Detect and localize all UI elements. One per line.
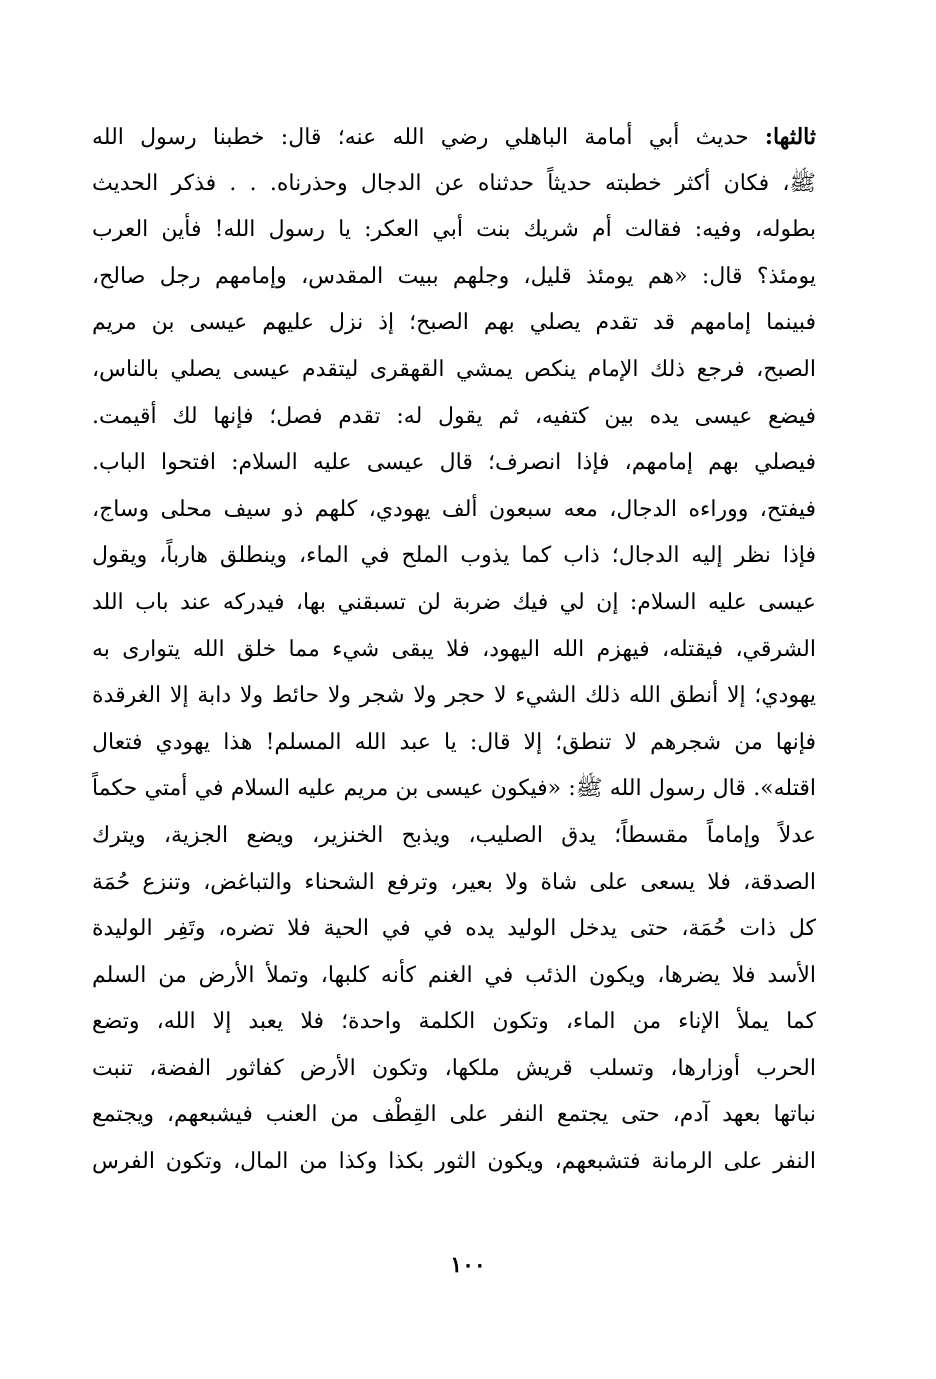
text-line-3: بطوله، وفيه: فقالت أم شريك بنت أبي العكر: يا رسول الله! فأين العرب xyxy=(92,217,816,243)
text-line-11: عيسى عليه السلام: إن لي فيك ضربة لن تسبقني بها، فيدركه عند باب اللد xyxy=(92,589,816,615)
text-line-17: الصدقة، فلا يسعى على شاة ولا بعير، وترفع الشحناء والتباغض، وتنزع حُمَة xyxy=(92,869,816,895)
text-line-12: الشرقي، فيقتله، فيهزم الله اليهود، فلا يبقى شيء مما خلق الله يتوارى به xyxy=(92,636,816,662)
text-line-9: فيفتح، ووراءه الدجال، معه سبعون ألف يهودي، كلهم ذو سيف محلى وساج، xyxy=(92,496,816,522)
text-line-8: فيصلي بهم إمامهم، فإذا انصرف؛ قال عيسى عليه السلام: افتحوا الباب. xyxy=(92,450,816,476)
line-text: حديث أبي أمامة الباهلي رضي الله عنه؛ قال: خطبنا رسول الله xyxy=(92,125,749,150)
text-line-7: فيضع عيسى يده بين كتفيه، ثم يقول له: تقدم فصل؛ فإنها لك أقيمت. xyxy=(92,403,816,429)
text-line-14: فإنها من شجرهم لا تنطق؛ إلا قال: يا عبد الله المسلم! هذا يهودي فتعال xyxy=(92,729,816,755)
lead-word: ثالثها: xyxy=(764,124,816,150)
page-number: ١٠٠ xyxy=(450,1252,486,1278)
text-line-4: يومئذ؟ قال: «هم يومئذ قليل، وجلهم ببيت المقدس، وإمامهم رجل صالح، xyxy=(92,263,816,289)
document-body xyxy=(92,114,816,1186)
text-line-23: النفر على الرمانة فتشبعهم، ويكون الثور بكذا وكذا من المال، وتكون الفرس xyxy=(92,1149,816,1175)
text-line-6: الصبح، فرجع ذلك الإمام ينكص يمشي القهقرى ليتقدم عيسى يصلي بالناس، xyxy=(92,356,816,382)
text-line-16: عدلاً وإماماً مقسطاً؛ يدق الصليب، ويذبح الخنزير، ويضع الجزية، ويترك xyxy=(92,822,816,848)
text-line-10: فإذا نظر إليه الدجال؛ ذاب كما يذوب الملح في الماء، وينطلق هارباً، ويقول xyxy=(92,543,816,569)
text-line-13: يهودي؛ إلا أنطق الله ذلك الشيء لا حجر ولا شجر ولا حائط ولا دابة إلا الغرقدة xyxy=(92,683,816,709)
text-line-15: اقتله». قال رسول الله ﷺ: «فيكون عيسى بن مريم عليه السلام في أمتي حكماً xyxy=(92,776,816,802)
text-line-20: كما يملأ الإناء من الماء، وتكون الكلمة واحدة؛ فلا يعبد إلا الله، وتضع xyxy=(92,1009,816,1035)
text-line-1 xyxy=(92,114,816,161)
text-line-19: الأسد فلا يضرها، ويكون الذئب في الغنم كأنه كلبها، وتملأ الأرض من السلم xyxy=(92,962,816,988)
text-line-5: فبينما إمامهم قد تقدم يصلي بهم الصبح؛ إذ نزل عليهم عيسى بن مريم xyxy=(92,310,816,336)
text-line-18: كل ذات حُمَة، حتى يدخل الوليد يده في في الحية فلا تضره، وتَفِر الوليدة xyxy=(92,916,816,942)
text-line-2: ﷺ، فكان أكثر خطبته حديثاً حدثناه عن الدجال وحذرناه. . . فذكر الحديث xyxy=(92,170,816,196)
text-line-22: نباتها بعهد آدم، حتى يجتمع النفر على القِطْف من العنب فيشبعهم، ويجتمع xyxy=(92,1102,816,1128)
text-line-21: الحرب أوزارها، وتسلب قريش ملكها، وتكون الأرض كفاثور الفضة، تنبت xyxy=(92,1055,816,1081)
